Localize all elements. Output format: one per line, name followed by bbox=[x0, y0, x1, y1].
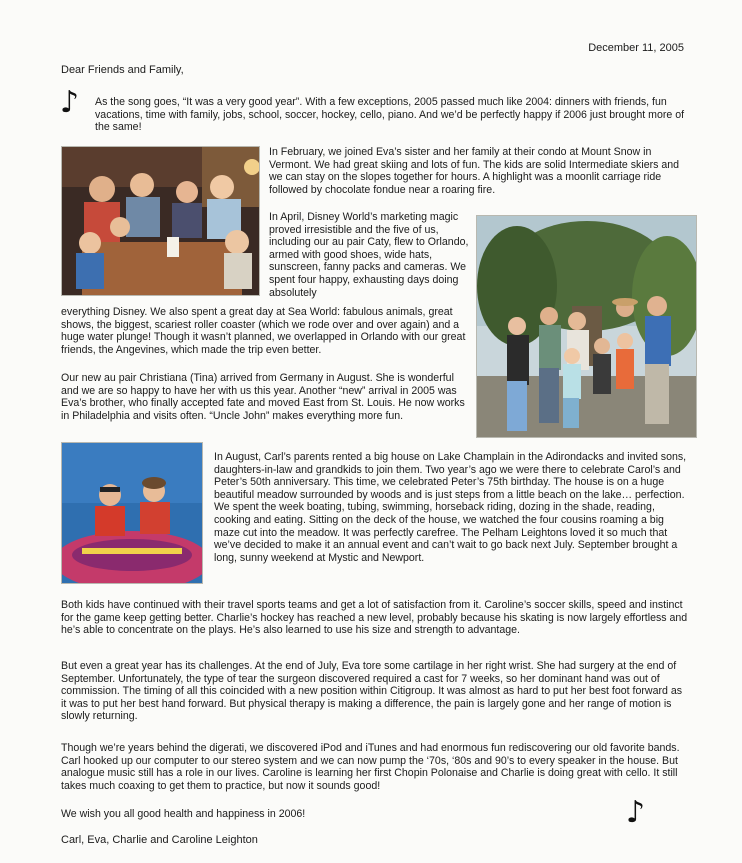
photo-restaurant-group bbox=[61, 146, 260, 296]
photo-tubing bbox=[61, 442, 203, 584]
photo-disney-group-image bbox=[477, 216, 696, 437]
music-note-icon-bottom: ♪ bbox=[626, 795, 646, 830]
paragraph-august: In August, Carl’s parents rented a big house on Lake Champlain in the Adirondacks and invited sons, daughters-in-law and grandkids to join them. Two year’s ago we were there to celebrate Carol’s and Peter’s 50th anniversary. This time, we celebrated Peter’s 75th birthday. The house is on a huge beautiful meadow surrounded by woods and is just steps from a little beach on the lake… perfection. We spent the week boating, tubing, swimming, horseback riding, dozing in the shade, reading, cooking and eating. Sitting on the deck of the house, we watched the four cousins roaming a big maze cut into the meadow. It was perfectly carefree. The Pelham Leightons loved it so much that we’ve decided to make it an annual event and can’t wait to go back next July. September brought a long, sunny weekend at Mystic and Newport. bbox=[214, 451, 687, 564]
photo-tubing-image bbox=[62, 443, 202, 583]
paragraph-sports: Both kids have continued with their travel sports teams and get a lot of satisfaction from it. Caroline’s soccer skills, speed and instinct for the game keep getting better. Charlie’s hockey has reached a new level, probably because his skating is now largely effortless and he’s able to concentrate on the plays. He’s also learned to use his size and strength to advantage. bbox=[61, 599, 688, 637]
letter-date: December 11, 2005 bbox=[588, 42, 684, 54]
paragraph-april-part1: In April, Disney World’s marketing magic proved irresistible and the five of us, including our au pair Caty, flew to Orlando, armed with good shoes, wide hats, sunscreen, fanny packs and cameras. We spent four happy, exhausting days doing absolutely bbox=[269, 211, 469, 299]
signature: Carl, Eva, Charlie and Caroline Leighton bbox=[61, 834, 258, 846]
paragraph-intro: As the song goes, “It was a very good year”. With a few exceptions, 2005 passed much like 2004: dinners with friends, fun vacations, time with family, jobs, school, soccer, hockey, cello, piano. And we’d be perfectly happy if 2006 just brought more of the same! bbox=[95, 96, 685, 134]
paragraph-wish: We wish you all good health and happiness in 2006! bbox=[61, 808, 306, 820]
paragraph-au-pair: Our new au pair Christiana (Tina) arrived from Germany in August. She is wonderful and we are so happy to have her with us this year. Another “new” arrival in 2005 was Eva’s brother, who finally accepted fate and moved East from St. Louis. He now works in Philadelphia and visits often. “Uncle John” makes everything more fun. bbox=[61, 372, 465, 422]
paragraph-challenges: But even a great year has its challenges. At the end of July, Eva tore some cartilage in her right wrist. She had surgery at the end of September. Unfortunately, the type of tear the surgeon discovered required a cast for 7 weeks, so her dominant hand was out of commission. The timing of all this coincided with a new position within Citigroup. It was almost as hard to put her best foot forward as it was to put her best hand forward. But physical therapy is making a difference, the pain is largely gone and her range of motion is slowly returning. bbox=[61, 660, 683, 723]
paragraph-music: Though we’re years behind the digerati, we discovered iPod and iTunes and had enormous fun rediscovering our old favorite bands. Carl hooked up our computer to our stereo system and we can now pump the ‘70s, ‘80s and 90’s to every speaker in the house. But analogue music still has a role in our lives. Caroline is learning her first Chopin Polonaise and Charlie is doing great with cello. It still takes much coaxing to get them to practice, but now it sounds good! bbox=[61, 742, 680, 792]
paragraph-april-part2: everything Disney. We also spent a great day at Sea World: fabulous animals, great shows, the biggest, scariest roller coaster (which we rode over and over again) and a huge water plunge! Though it wasn’t planned, we overlapped in Orlando with our great friends, the Angevines, which made the trip even better. bbox=[61, 306, 466, 356]
paragraph-february: In February, we joined Eva’s sister and her family at their condo at Mount Snow in Vermont. We had great skiing and lots of fun. The kids are solid Intermediate skiers and we can stay on the slopes together for hours. A highlight was a moonlit carriage ride followed by chocolate fondue near a roaring fire. bbox=[269, 146, 680, 196]
photo-restaurant-group-image bbox=[62, 147, 259, 295]
music-note-icon: ♪ bbox=[60, 85, 80, 120]
photo-disney-group bbox=[476, 215, 697, 438]
salutation: Dear Friends and Family, bbox=[61, 64, 184, 76]
